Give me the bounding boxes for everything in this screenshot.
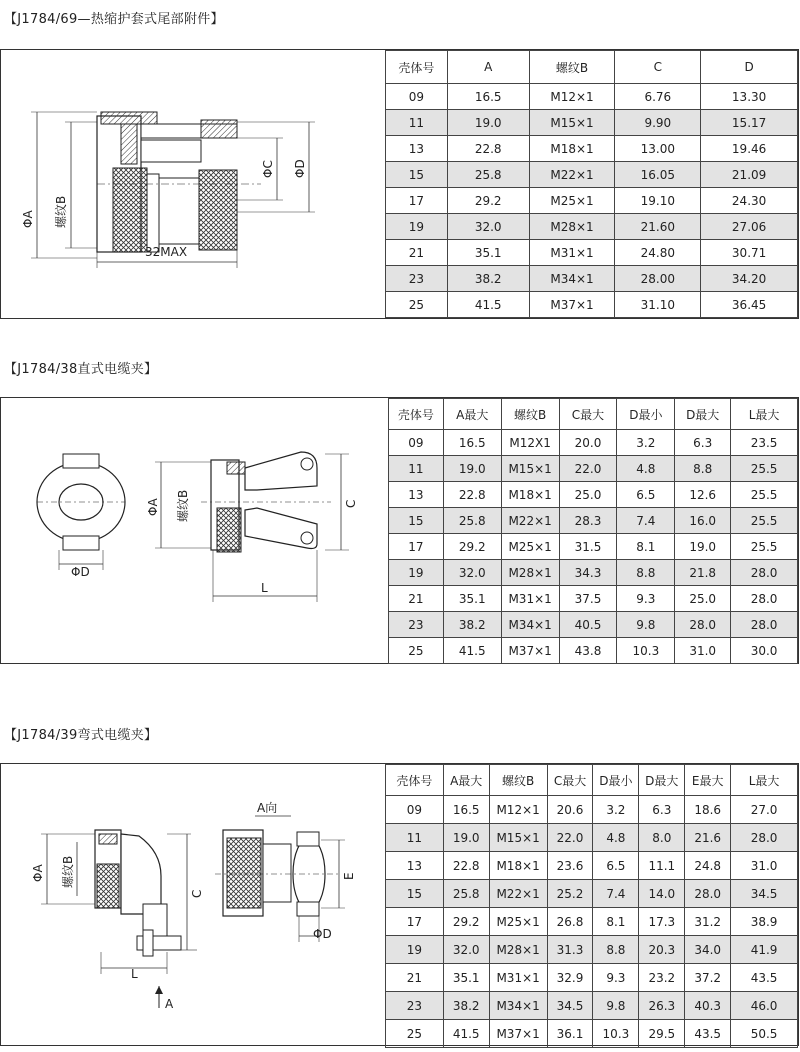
table-cell: 30.71 <box>701 240 798 266</box>
table-cell: 31.10 <box>615 292 701 318</box>
table-cell: 4.8 <box>593 824 639 852</box>
table-cell: 28.0 <box>685 880 731 908</box>
panel-j1784-39 <box>0 763 799 1046</box>
table-cell: 25.0 <box>675 586 731 612</box>
table-cell: 15 <box>389 508 444 534</box>
table-header-cell: A <box>447 51 529 84</box>
table-cell: 38.2 <box>447 266 529 292</box>
table-cell: 28.0 <box>731 612 798 638</box>
table-row <box>389 586 798 612</box>
table-cell: 35.1 <box>447 240 529 266</box>
table-cell: 18.6 <box>685 796 731 824</box>
label-e: E <box>342 872 356 880</box>
table-cell: 22.8 <box>443 852 489 880</box>
table-row <box>386 796 798 824</box>
table-cell: 8.8 <box>675 456 731 482</box>
table-cell: 17 <box>386 908 444 936</box>
table-cell: 25.8 <box>447 162 529 188</box>
table-cell: 8.8 <box>593 936 639 964</box>
table-cell: 13.00 <box>615 136 701 162</box>
table-cell: 41.5 <box>443 638 501 664</box>
table-cell: 21 <box>386 240 448 266</box>
table-cell: 40.5 <box>559 612 617 638</box>
label-phi-a: ΦA <box>31 864 45 882</box>
table-cell: 40.3 <box>685 992 731 1020</box>
table-cell: 30.0 <box>731 638 798 664</box>
table-cell: 23 <box>386 266 448 292</box>
table-cell: 28.0 <box>675 612 731 638</box>
table-header-cell: 螺纹B <box>489 765 547 796</box>
table-cell: 34.5 <box>731 880 798 908</box>
table-cell: 15.17 <box>701 110 798 136</box>
table-cell: M18×1 <box>489 852 547 880</box>
table-cell: 22.0 <box>547 824 593 852</box>
table-row <box>389 430 798 456</box>
table-cell: 09 <box>386 84 448 110</box>
table-cell: 38.9 <box>731 908 798 936</box>
table-row <box>389 482 798 508</box>
table-cell: 11.1 <box>639 852 685 880</box>
table-cell: 17.3 <box>639 908 685 936</box>
table-cell: 25.5 <box>731 456 798 482</box>
table-cell: 09 <box>389 430 444 456</box>
table-cell: 14.0 <box>639 880 685 908</box>
table-cell: 25.8 <box>443 508 501 534</box>
table-row <box>386 266 798 292</box>
table-cell: 24.30 <box>701 188 798 214</box>
table-header-cell: A最大 <box>443 765 489 796</box>
table-header-cell: A最大 <box>443 399 501 430</box>
table-cell: M22×1 <box>529 162 615 188</box>
table-cell: M15×1 <box>501 456 559 482</box>
table-header-cell: 壳体号 <box>386 51 448 84</box>
table-cell: 11 <box>386 110 448 136</box>
table-cell: M34×1 <box>501 612 559 638</box>
table-cell: 23.5 <box>731 430 798 456</box>
table-cell: 8.1 <box>617 534 675 560</box>
table-header-cell: E最大 <box>685 765 731 796</box>
table-cell: M31×1 <box>489 964 547 992</box>
table-cell: M18×1 <box>529 136 615 162</box>
table-cell: 27.06 <box>701 214 798 240</box>
table-cell: 25.5 <box>731 534 798 560</box>
table-cell: 46.0 <box>731 992 798 1020</box>
table-header-cell: D最小 <box>593 765 639 796</box>
table-cell: 21.09 <box>701 162 798 188</box>
table-cell: 28.3 <box>559 508 617 534</box>
table-cell: 25 <box>386 292 448 318</box>
table-cell: 9.8 <box>593 992 639 1020</box>
table-cell: 11 <box>389 456 444 482</box>
table-cell: 31.0 <box>731 852 798 880</box>
spec-table-j1784-69 <box>385 50 798 318</box>
table-cell: M18×1 <box>501 482 559 508</box>
table-cell: 21 <box>389 586 444 612</box>
table-cell: 8.0 <box>639 824 685 852</box>
table-cell: 41.9 <box>731 936 798 964</box>
table-cell: 8.1 <box>593 908 639 936</box>
panel-j1784-69 <box>0 49 799 319</box>
table-row <box>386 992 798 1020</box>
table-header-cell: D最大 <box>675 399 731 430</box>
table-header-cell: 壳体号 <box>386 765 444 796</box>
table-cell: 16.5 <box>443 796 489 824</box>
table-cell: M37×1 <box>501 638 559 664</box>
table-header-row <box>386 51 798 84</box>
drawing-angled-cable-clamp <box>1 764 386 1045</box>
table-header-cell: L最大 <box>731 765 798 796</box>
label-phi-d: ΦD <box>313 927 332 941</box>
table-cell: 3.2 <box>593 796 639 824</box>
table-cell: 25.8 <box>443 880 489 908</box>
table-cell: 23 <box>386 992 444 1020</box>
table-cell: 25.2 <box>547 880 593 908</box>
table-cell: 29.5 <box>639 1020 685 1048</box>
label-phi-d: ΦD <box>293 159 307 178</box>
table-cell: 34.20 <box>701 266 798 292</box>
table-cell: 8.8 <box>617 560 675 586</box>
table-cell: M37×1 <box>489 1020 547 1048</box>
table-header-cell: 螺纹B <box>529 51 615 84</box>
table-cell: 9.3 <box>593 964 639 992</box>
table-header-cell: 螺纹B <box>501 399 559 430</box>
table-cell: 16.0 <box>675 508 731 534</box>
table-row <box>389 534 798 560</box>
table-header-cell: L最大 <box>731 399 798 430</box>
drawing-heat-shrink-adapter <box>1 50 386 318</box>
label-phi-a: ΦA <box>146 498 160 516</box>
table-cell: M12×1 <box>529 84 615 110</box>
table-cell: 17 <box>386 188 448 214</box>
table-row <box>386 908 798 936</box>
label-a-arrow: A <box>165 997 174 1011</box>
table-cell: 37.5 <box>559 586 617 612</box>
table-cell: 25.5 <box>731 482 798 508</box>
table-cell: M25×1 <box>489 908 547 936</box>
table-row <box>386 214 798 240</box>
table-cell: M22×1 <box>501 508 559 534</box>
table-cell: 19.0 <box>675 534 731 560</box>
table-cell: 19.0 <box>447 110 529 136</box>
table-cell: M15×1 <box>529 110 615 136</box>
table-cell: 22.8 <box>443 482 501 508</box>
table-row <box>386 84 798 110</box>
table-cell: 28.0 <box>731 586 798 612</box>
table-cell: 9.3 <box>617 586 675 612</box>
table-cell: M28×1 <box>489 936 547 964</box>
table-cell: 28.0 <box>731 824 798 852</box>
label-l: L <box>261 581 268 595</box>
table-cell: 31.0 <box>675 638 731 664</box>
table-cell: M31×1 <box>501 586 559 612</box>
table-row <box>386 240 798 266</box>
table-cell: M28×1 <box>501 560 559 586</box>
table-cell: 38.2 <box>443 612 501 638</box>
label-a-view: A向 <box>257 801 278 815</box>
table-cell: 12.6 <box>675 482 731 508</box>
table-cell: 6.3 <box>639 796 685 824</box>
spec-table-j1784-38 <box>388 398 798 664</box>
table-cell: 35.1 <box>443 964 489 992</box>
table-header-cell: C <box>615 51 701 84</box>
table-header-cell: C最大 <box>547 765 593 796</box>
table-row <box>386 824 798 852</box>
drawing-straight-cable-clamp <box>1 398 389 663</box>
table-row <box>386 1020 798 1048</box>
table-cell: 50.5 <box>731 1020 798 1048</box>
table-cell: 37.2 <box>685 964 731 992</box>
label-c: C <box>344 499 358 508</box>
table-cell: 19 <box>389 560 444 586</box>
label-thread-b: 螺纹B <box>61 855 75 888</box>
table-cell: 32.0 <box>443 560 501 586</box>
table-row <box>386 880 798 908</box>
label-phi-c: ΦC <box>261 160 275 178</box>
table-cell: 43.5 <box>731 964 798 992</box>
table-cell: 17 <box>389 534 444 560</box>
table-cell: 27.0 <box>731 796 798 824</box>
table-header-cell: C最大 <box>559 399 617 430</box>
table-cell: 13.30 <box>701 84 798 110</box>
table-cell: M12×1 <box>489 796 547 824</box>
table-row <box>389 456 798 482</box>
table-cell: M34×1 <box>529 266 615 292</box>
table-cell: 25 <box>389 638 444 664</box>
table-cell: 6.5 <box>617 482 675 508</box>
table-cell: 35.1 <box>443 586 501 612</box>
table-cell: 16.5 <box>443 430 501 456</box>
table-cell: 20.6 <box>547 796 593 824</box>
label-c: C <box>190 889 204 898</box>
table-row <box>389 508 798 534</box>
table-header-cell: D最小 <box>617 399 675 430</box>
table-cell: M15×1 <box>489 824 547 852</box>
table-cell: 43.8 <box>559 638 617 664</box>
table-cell: 19.0 <box>443 456 501 482</box>
section-title-j1784-69: 【J1784/69—热缩护套式尾部附件】 <box>4 12 224 27</box>
table-row <box>389 612 798 638</box>
table-cell: 36.45 <box>701 292 798 318</box>
table-cell: 38.2 <box>443 992 489 1020</box>
table-row <box>386 110 798 136</box>
table-cell: 34.5 <box>547 992 593 1020</box>
table-cell: 36.1 <box>547 1020 593 1048</box>
table-cell: 21.8 <box>675 560 731 586</box>
table-cell: 9.8 <box>617 612 675 638</box>
table-cell: M31×1 <box>529 240 615 266</box>
table-cell: 25.0 <box>559 482 617 508</box>
table-cell: 19 <box>386 214 448 240</box>
table-row <box>386 292 798 318</box>
table-row <box>386 936 798 964</box>
table-cell: 32.0 <box>443 936 489 964</box>
table-cell: 16.05 <box>615 162 701 188</box>
table-cell: 13 <box>389 482 444 508</box>
table-header-row <box>386 765 798 796</box>
panel-j1784-38 <box>0 397 799 664</box>
table-cell: 31.3 <box>547 936 593 964</box>
table-cell: 19.46 <box>701 136 798 162</box>
table-cell: 23 <box>389 612 444 638</box>
table-cell: 22.8 <box>447 136 529 162</box>
table-cell: M28×1 <box>529 214 615 240</box>
table-cell: 13 <box>386 136 448 162</box>
table-cell: 3.2 <box>617 430 675 456</box>
table-row <box>389 638 798 664</box>
table-cell: 21 <box>386 964 444 992</box>
table-cell: 31.2 <box>685 908 731 936</box>
table-cell: 13 <box>386 852 444 880</box>
table-cell: 4.8 <box>617 456 675 482</box>
table-cell: 26.3 <box>639 992 685 1020</box>
table-cell: 25.5 <box>731 508 798 534</box>
table-cell: 29.2 <box>443 534 501 560</box>
table-cell: 7.4 <box>617 508 675 534</box>
table-cell: 15 <box>386 880 444 908</box>
table-cell: 34.0 <box>685 936 731 964</box>
table-cell: 29.2 <box>443 908 489 936</box>
table-cell: M12X1 <box>501 430 559 456</box>
table-cell: 10.3 <box>593 1020 639 1048</box>
table-header-cell: D最大 <box>639 765 685 796</box>
table-cell: 41.5 <box>443 1020 489 1048</box>
label-phi-a: ΦA <box>21 210 35 228</box>
table-cell: 24.8 <box>685 852 731 880</box>
label-thread-b: 螺纹B <box>176 489 190 522</box>
table-cell: 24.80 <box>615 240 701 266</box>
table-cell: M34×1 <box>489 992 547 1020</box>
spec-table-j1784-39 <box>385 764 798 1048</box>
label-phi-d: ΦD <box>71 565 90 579</box>
table-cell: 32.9 <box>547 964 593 992</box>
table-header-cell: D <box>701 51 798 84</box>
table-row <box>386 162 798 188</box>
table-row <box>389 560 798 586</box>
table-cell: 6.3 <box>675 430 731 456</box>
table-row <box>386 188 798 214</box>
table-row <box>386 964 798 992</box>
table-cell: 19.0 <box>443 824 489 852</box>
table-cell: M22×1 <box>489 880 547 908</box>
table-cell: 26.8 <box>547 908 593 936</box>
table-cell: 22.0 <box>559 456 617 482</box>
table-cell: 32.0 <box>447 214 529 240</box>
table-cell: 09 <box>386 796 444 824</box>
table-header-cell: 壳体号 <box>389 399 444 430</box>
table-cell: 43.5 <box>685 1020 731 1048</box>
table-cell: M25×1 <box>529 188 615 214</box>
label-thread-b: 螺纹B <box>54 195 68 228</box>
table-cell: 29.2 <box>447 188 529 214</box>
table-cell: 19 <box>386 936 444 964</box>
table-cell: 21.60 <box>615 214 701 240</box>
table-cell: 28.00 <box>615 266 701 292</box>
table-cell: 28.0 <box>731 560 798 586</box>
table-cell: 15 <box>386 162 448 188</box>
table-cell: 23.6 <box>547 852 593 880</box>
table-cell: M37×1 <box>529 292 615 318</box>
table-cell: 41.5 <box>447 292 529 318</box>
table-cell: 6.5 <box>593 852 639 880</box>
table-row <box>386 852 798 880</box>
table-row <box>386 136 798 162</box>
table-cell: 10.3 <box>617 638 675 664</box>
table-header-row <box>389 399 798 430</box>
table-cell: 23.2 <box>639 964 685 992</box>
table-cell: 16.5 <box>447 84 529 110</box>
table-cell: 20.0 <box>559 430 617 456</box>
table-cell: 9.90 <box>615 110 701 136</box>
table-cell: M25×1 <box>501 534 559 560</box>
table-cell: 25 <box>386 1020 444 1048</box>
table-cell: 20.3 <box>639 936 685 964</box>
label-l: L <box>131 967 138 981</box>
table-cell: 34.3 <box>559 560 617 586</box>
table-cell: 7.4 <box>593 880 639 908</box>
table-cell: 21.6 <box>685 824 731 852</box>
label-length: 32MAX <box>145 245 188 259</box>
section-title-j1784-39: 【J1784/39弯式电缆夹】 <box>4 728 158 743</box>
table-cell: 11 <box>386 824 444 852</box>
table-cell: 31.5 <box>559 534 617 560</box>
table-cell: 19.10 <box>615 188 701 214</box>
section-title-j1784-38: 【J1784/38直式电缆夹】 <box>4 362 158 377</box>
table-cell: 6.76 <box>615 84 701 110</box>
